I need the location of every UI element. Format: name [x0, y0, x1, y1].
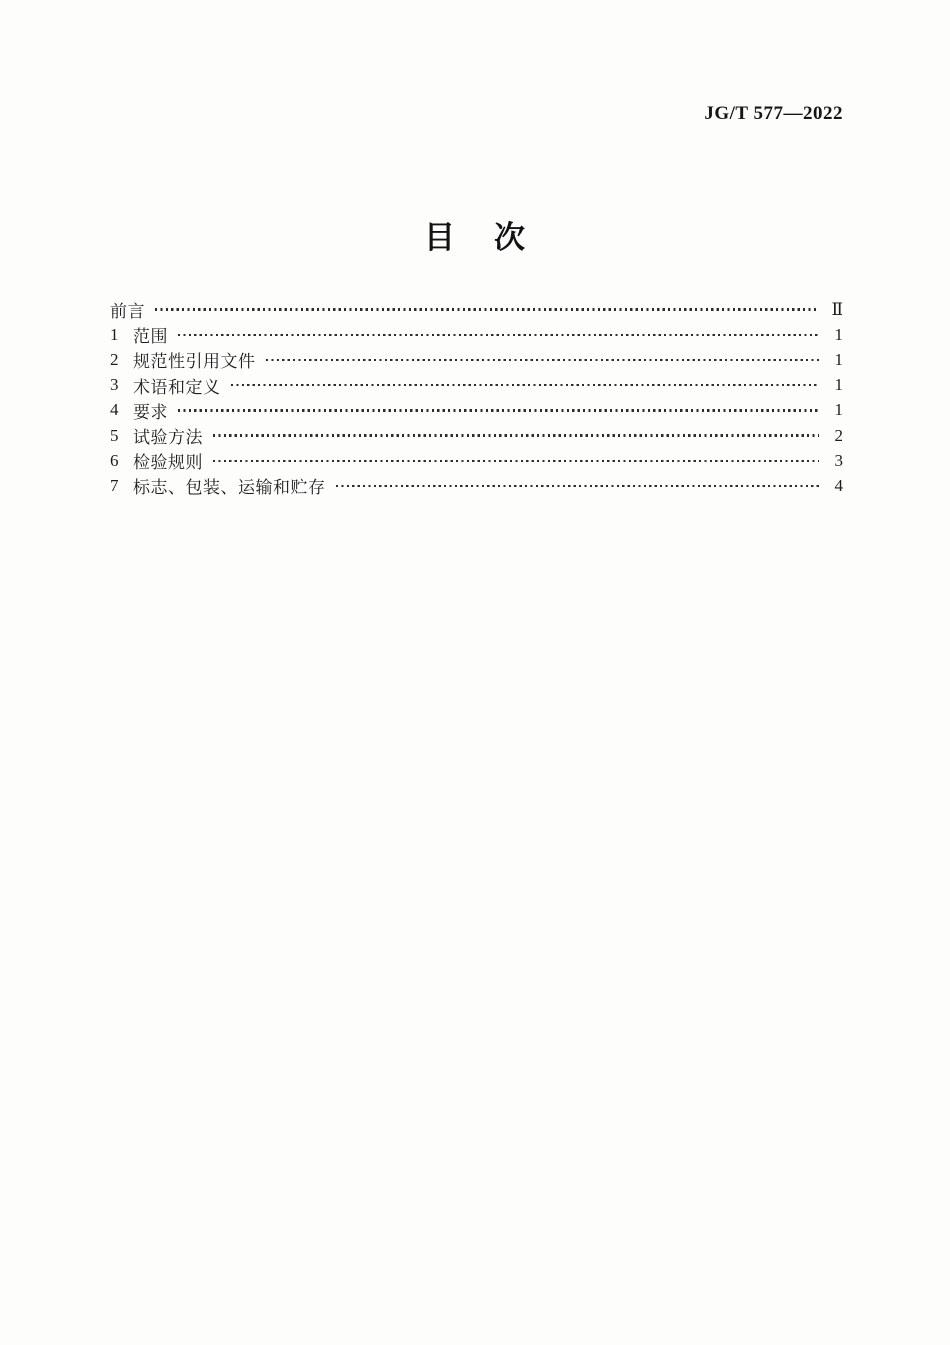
toc-entry-number: 7: [110, 475, 119, 495]
toc-entry-page: 1: [834, 375, 843, 395]
toc-entry-requirements: [110, 398, 843, 423]
toc-entry-label: 标志、包装、运输和贮存: [133, 478, 326, 498]
table-of-contents: [110, 297, 843, 499]
dot-leader: [178, 334, 819, 336]
toc-entry-inspection-rules: [110, 448, 843, 473]
toc-entry-label: 术语和定义: [133, 377, 221, 397]
toc-entry-number: 5: [110, 425, 119, 445]
toc-entry-label: 规范性引用文件: [133, 352, 256, 372]
dot-leader: [336, 485, 820, 487]
toc-entry-terms-definitions: [110, 373, 843, 398]
toc-entry-page: 1: [834, 400, 843, 420]
page-title: 目 次: [424, 220, 529, 255]
toc-entry-page: 1: [834, 349, 843, 369]
toc-entry-number: 1: [110, 324, 119, 344]
toc-entry-label: 范围: [133, 327, 168, 347]
dot-leader: [178, 409, 819, 411]
dot-leader: [213, 460, 819, 462]
toc-entry-label: 前言: [110, 302, 145, 322]
dot-leader: [266, 359, 820, 361]
toc-entry-number: 2: [110, 349, 119, 369]
dot-leader: [155, 308, 819, 310]
toc-entry-label: 要求: [133, 402, 168, 422]
toc-entry-label: 检验规则: [133, 453, 203, 473]
toc-entry-page: Ⅱ: [831, 299, 843, 319]
toc-entry-page: 2: [834, 425, 843, 445]
toc-entry-number: 4: [110, 400, 119, 420]
toc-entry-label: 试验方法: [133, 428, 203, 448]
standard-number: JG/T 577—2022: [704, 103, 843, 124]
toc-entry-foreword: [110, 297, 843, 322]
dot-leader: [231, 384, 820, 386]
toc-entry-page: 3: [834, 450, 843, 470]
toc-entry-marking-packaging: [110, 473, 843, 498]
toc-entry-normative-references: [110, 347, 843, 372]
toc-entry-test-methods: [110, 423, 843, 448]
toc-entry-page: 1: [834, 324, 843, 344]
toc-entry-page: 4: [834, 475, 843, 495]
dot-leader: [213, 434, 819, 436]
toc-entry-scope: [110, 322, 843, 347]
toc-entry-number: 6: [110, 450, 119, 470]
toc-entry-number: 3: [110, 375, 119, 395]
